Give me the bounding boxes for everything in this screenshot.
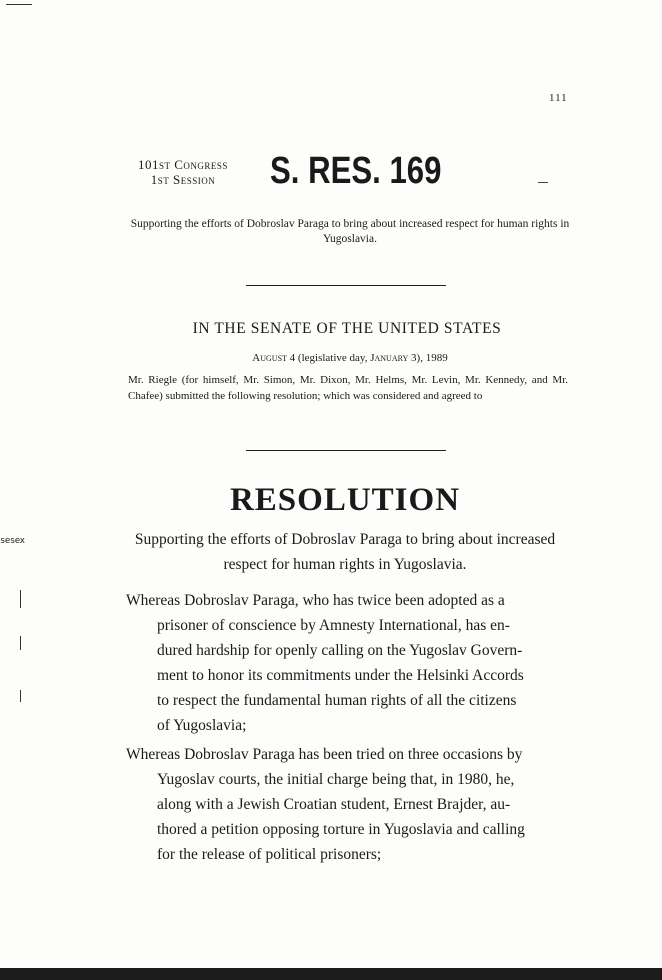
short-title: Supporting the efforts of Dobroslav Paraga to bring about increased respect for human rights in Yugoslavia. [130,218,570,245]
date-legislative-day: January 3 [370,352,417,364]
divider-rule-bottom [246,450,446,451]
sponsors-paragraph: Mr. Riegle (for himself, Mr. Simon, Mr. Dixon, Mr. Helms, Mr. Levin, Mr. Kennedy, and Mr. Chafee) submitted the following resolution; which was considered and agreed to [128,374,568,402]
resolution-purpose: Supporting the efforts of Dobroslav Paraga to bring about increased respect for human rights in Yugoslavia. [134,531,556,573]
date-paren-close: ), 1989 [416,352,448,364]
date-month-day: August 4 [252,352,296,364]
scan-bottom-edge [0,968,662,980]
resolution-heading: RESOLUTION [229,482,461,518]
whereas-continuation: prisoner of conscience by Amnesty International, has en- dured hardship for openly calling on the Yugoslav Govern- ment to honor its commitments under the Helsinki Accords to respect the fundamental human rights of all the citizens of Yugoslavia; [157,617,524,734]
bill-number: S. RES. 169 [270,150,442,192]
scan-mark-left [20,636,21,650]
session-line: 1st Session [150,172,216,187]
date-paren-open: (legislative day, [295,352,371,364]
whereas-first-line: Whereas Dobroslav Paraga has been tried on three occasions by [126,746,523,763]
date-line [200,352,500,364]
divider-rule-top [246,285,446,286]
scan-mark-left [20,690,21,702]
page-number: 111 [549,92,568,104]
congress-line: 101st Congress [138,157,228,172]
whereas-continuation: Yugoslav courts, the initial charge being that, in 1980, he, along with a Jewish Croatian student, Ernest Brajder, au- thored a petition opposing torture in Yugoslavia and calling for the release of political prisoners; [157,771,525,863]
congress-session-block [138,157,228,187]
senate-heading: IN THE SENATE OF THE UNITED STATES [192,320,502,337]
scan-mark-dash [538,182,548,183]
scan-mark-top [6,4,32,5]
scan-mark-left [20,590,21,608]
whereas-first-line: Whereas Dobroslav Paraga, who has twice been adopted as a [126,592,505,609]
whereas-clause [126,588,568,738]
margin-text: sesex [0,536,25,546]
whereas-clause [126,742,568,867]
